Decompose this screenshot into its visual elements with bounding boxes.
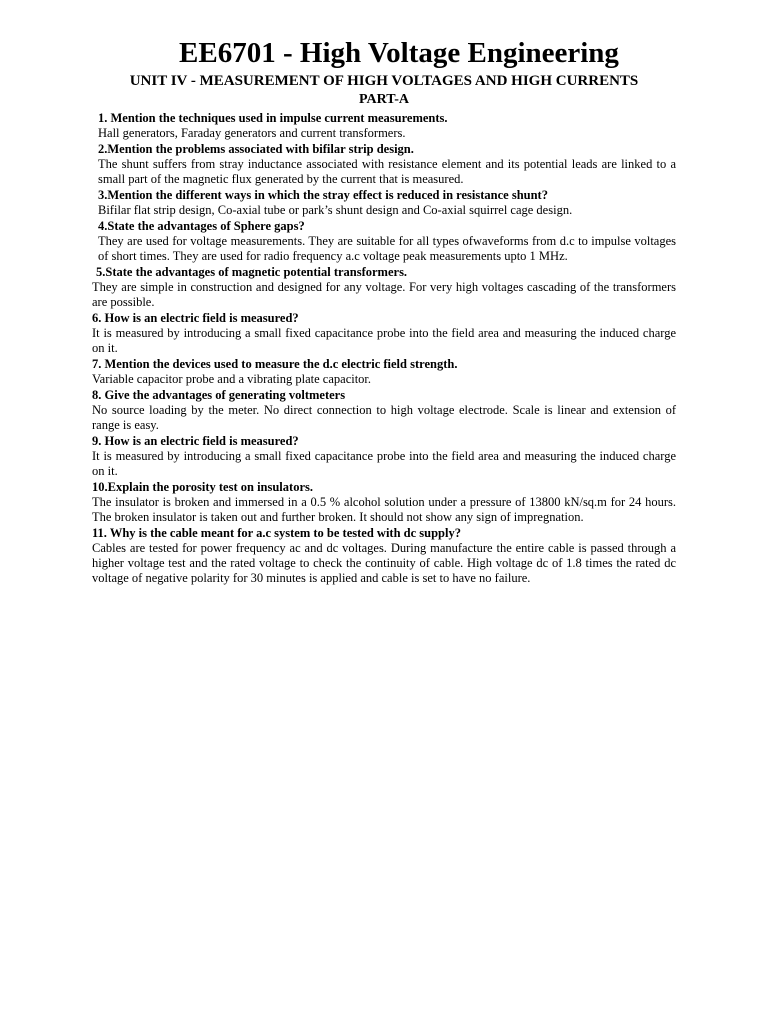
part-heading: PART-A xyxy=(358,92,410,107)
answer-5: They are simple in construction and designed for any voltage. For very high voltages cascading of the transformers are possible. xyxy=(92,280,676,309)
answer-11: Cables are tested for power frequency ac and dc voltages. During manufacture the entire cable is passed through a higher voltage test and the rated voltage to check the continuity of cable. High voltage dc of 1.8 times the rated dc voltage of negative polarity for 30 minutes is applied and cable is set to have no failure. xyxy=(92,541,676,585)
qa-item-2 xyxy=(92,142,676,187)
question-10: 10.Explain the porosity test on insulators. xyxy=(92,480,313,494)
qa-item-6 xyxy=(92,311,676,356)
qa-item-1 xyxy=(92,111,676,141)
question-3: 3.Mention the different ways in which the stray effect is reduced in resistance shunt? xyxy=(98,188,548,202)
unit-heading: UNIT IV - MEASUREMENT OF HIGH VOLTAGES AND HIGH CURRENTS xyxy=(129,73,639,89)
qa-item-4 xyxy=(92,219,676,264)
answer-10: The insulator is broken and immersed in a 0.5 % alcohol solution under a pressure of 13800 kN/sq.m for 24 hours. The broken insulator is taken out and further broken. It should not show any sign of impregnation. xyxy=(92,495,676,524)
question-1: 1. Mention the techniques used in impulse current measurements. xyxy=(98,111,448,125)
question-9: 9. How is an electric field is measured? xyxy=(92,434,299,448)
answer-8: No source loading by the meter. No direct connection to high voltage electrode. Scale is linear and extension of range is easy. xyxy=(92,403,676,432)
qa-item-10 xyxy=(92,480,676,525)
qa-item-7 xyxy=(92,357,676,387)
answer-7: Variable capacitor probe and a vibrating plate capacitor. xyxy=(92,372,372,386)
qa-item-11 xyxy=(92,526,676,586)
question-8: 8. Give the advantages of generating voltmeters xyxy=(92,388,346,402)
question-2: 2.Mention the problems associated with bifilar strip design. xyxy=(98,142,414,156)
qa-item-9 xyxy=(92,434,676,479)
answer-2: The shunt suffers from stray inductance associated with resistance element and its potential leads are linked to a small part of the magnetic flux generated by the current that is measured. xyxy=(98,157,676,186)
answer-9: It is measured by introducing a small fixed capacitance probe into the field area and measuring the induced charge on it. xyxy=(92,449,676,478)
question-4: 4.State the advantages of Sphere gaps? xyxy=(98,219,305,233)
answer-3: Bifilar flat strip design, Co-axial tube or park’s shunt design and Co-axial squirrel cage design. xyxy=(98,203,573,217)
question-7: 7. Mention the devices used to measure the d.c electric field strength. xyxy=(92,357,458,371)
qa-item-5 xyxy=(92,265,676,310)
question-11: 11. Why is the cable meant for a.c system to be tested with dc supply? xyxy=(92,526,461,540)
answer-1: Hall generators, Faraday generators and current transformers. xyxy=(98,126,406,140)
document-title: EE6701 - High Voltage Engineering xyxy=(179,37,619,69)
answer-6: It is measured by introducing a small fixed capacitance probe into the field area and measuring the induced charge on it. xyxy=(92,326,676,355)
qa-item-8 xyxy=(92,388,676,433)
question-6: 6. How is an electric field is measured? xyxy=(92,311,299,325)
question-5: 5.State the advantages of magnetic potential transformers. xyxy=(96,265,408,279)
qa-item-3 xyxy=(92,188,676,218)
answer-4: They are used for voltage measurements. They are suitable for all types ofwaveforms from d.c to impulse voltages of short times. They are used for radio frequency a.c voltage peak measurements upto 1 MHz. xyxy=(98,234,676,263)
